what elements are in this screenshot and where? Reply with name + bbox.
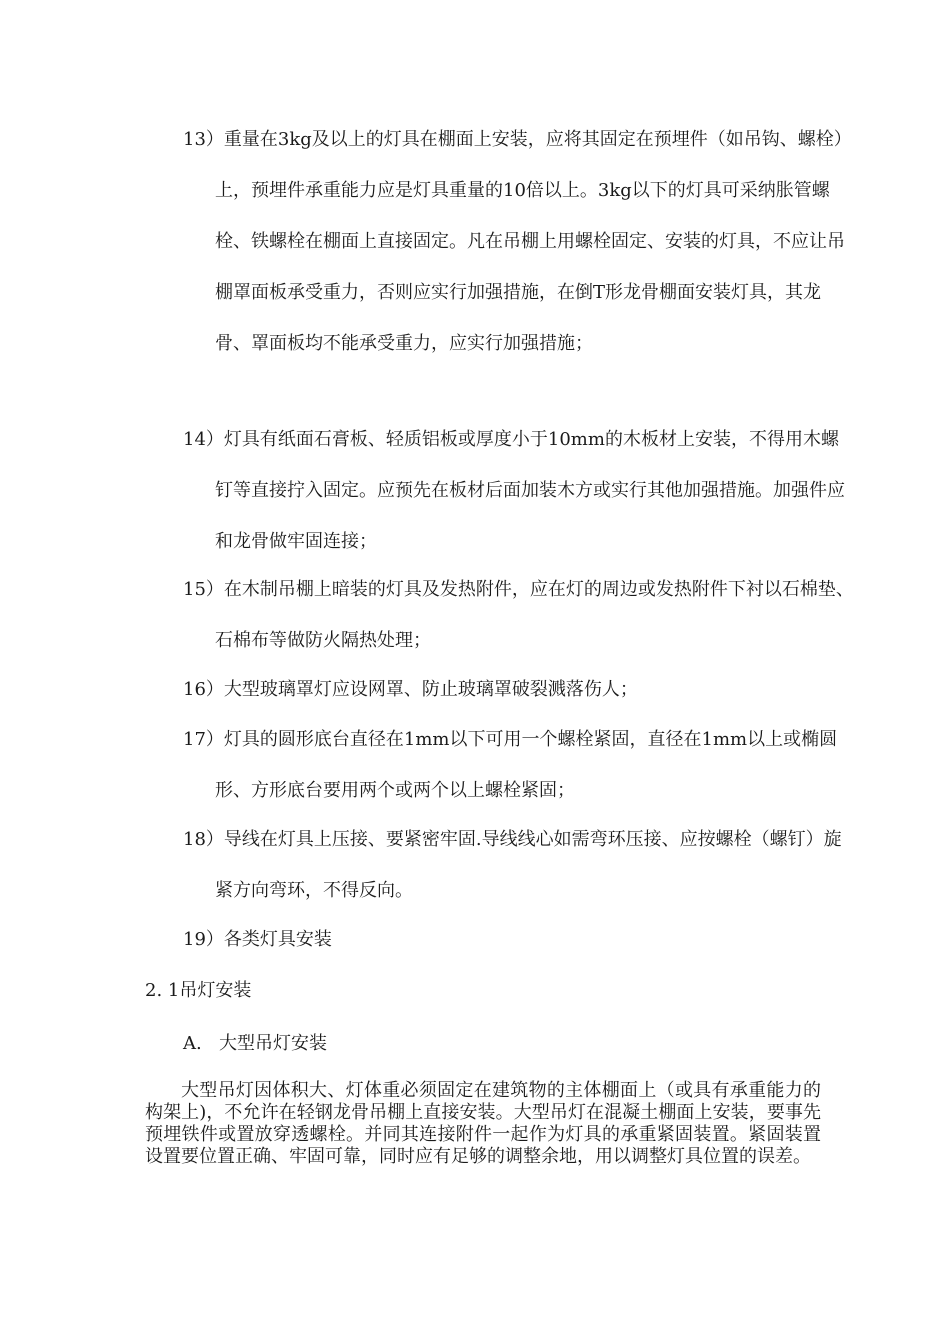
- list-item-15: [183, 564, 855, 666]
- item-text: 重量在3kg及以上的灯具在棚面上安装，应将其固定在预埋件（如吊钩、螺栓）上，预埋件承重能力应是灯具重量的10倍以上。3kg以下的灯具可采纳胀管螺栓、铁螺栓在棚面上直接固定。凡在吊棚上用螺栓固定、安装的灯具，不应让吊棚罩面板承受重力，否则应实行加强措施，在倒T形龙骨棚面安装灯具，其龙骨、罩面板均不能承受重力，应实行加强措施；: [215, 129, 852, 354]
- body-paragraph: 大型吊灯因体积大、灯体重必须固定在建筑物的主体棚面上（或具有承重能力的构架上)，不允许在轻钢龙骨吊棚上直接安装。大型吊灯在混凝土棚面上安装，要事先预埋铁件或置放穿透螺栓。并同其连接附件一起作为灯具的承重紧固装置。紧固装置设置要位置正确、牢固可靠，同时应有足够的调整余地，用以调整灯具位置的误差。: [145, 1080, 821, 1167]
- item-number: 19）: [183, 929, 224, 950]
- list-item-13: [183, 114, 855, 369]
- item-text: 灯具的圆形底台直径在1mm以下可用一个螺栓紧固，直径在1mm以上或椭圆形、方形底台要用两个或两个以上螺栓紧固；: [215, 729, 838, 801]
- item-number: 15）: [183, 579, 224, 600]
- subsection-heading: [183, 1032, 327, 1056]
- item-text: 在木制吊棚上暗装的灯具及发热附件，应在灯的周边或发热附件下衬以石棉垫、石棉布等做防火隔热处理；: [215, 579, 854, 651]
- item-number: 17）: [183, 729, 224, 750]
- list-item-19: [183, 914, 855, 965]
- subsection-letter: A.: [183, 1033, 202, 1054]
- item-text: 各类灯具安装: [223, 929, 332, 950]
- section-heading: 2. 1吊灯安装: [145, 980, 252, 1001]
- list-item-17: [183, 714, 855, 816]
- list-item-18: [183, 814, 855, 916]
- item-number: 16）: [183, 679, 224, 700]
- list-item-14: [183, 414, 855, 567]
- subsection-label: 大型吊灯安装: [219, 1033, 327, 1054]
- item-text: 大型玻璃罩灯应设网罩、防止玻璃罩破裂溅落伤人；: [223, 679, 638, 700]
- item-number: 14）: [183, 429, 224, 450]
- list-item-16: [183, 664, 855, 715]
- item-text: 导线在灯具上压接、要紧密牢固.导线线心如需弯环压接、应按螺栓（螺钉）旋紧方向弯环，不得反向。: [215, 829, 842, 901]
- item-text: 灯具有纸面石膏板、轻质铝板或厚度小于10mm的木板材上安装，不得用木螺钉等直接拧入固定。应预先在板材后面加装木方或实行其他加强措施。加强件应和龙骨做牢固连接；: [215, 429, 845, 552]
- item-number: 13）: [183, 129, 224, 150]
- item-number: 18）: [183, 829, 224, 850]
